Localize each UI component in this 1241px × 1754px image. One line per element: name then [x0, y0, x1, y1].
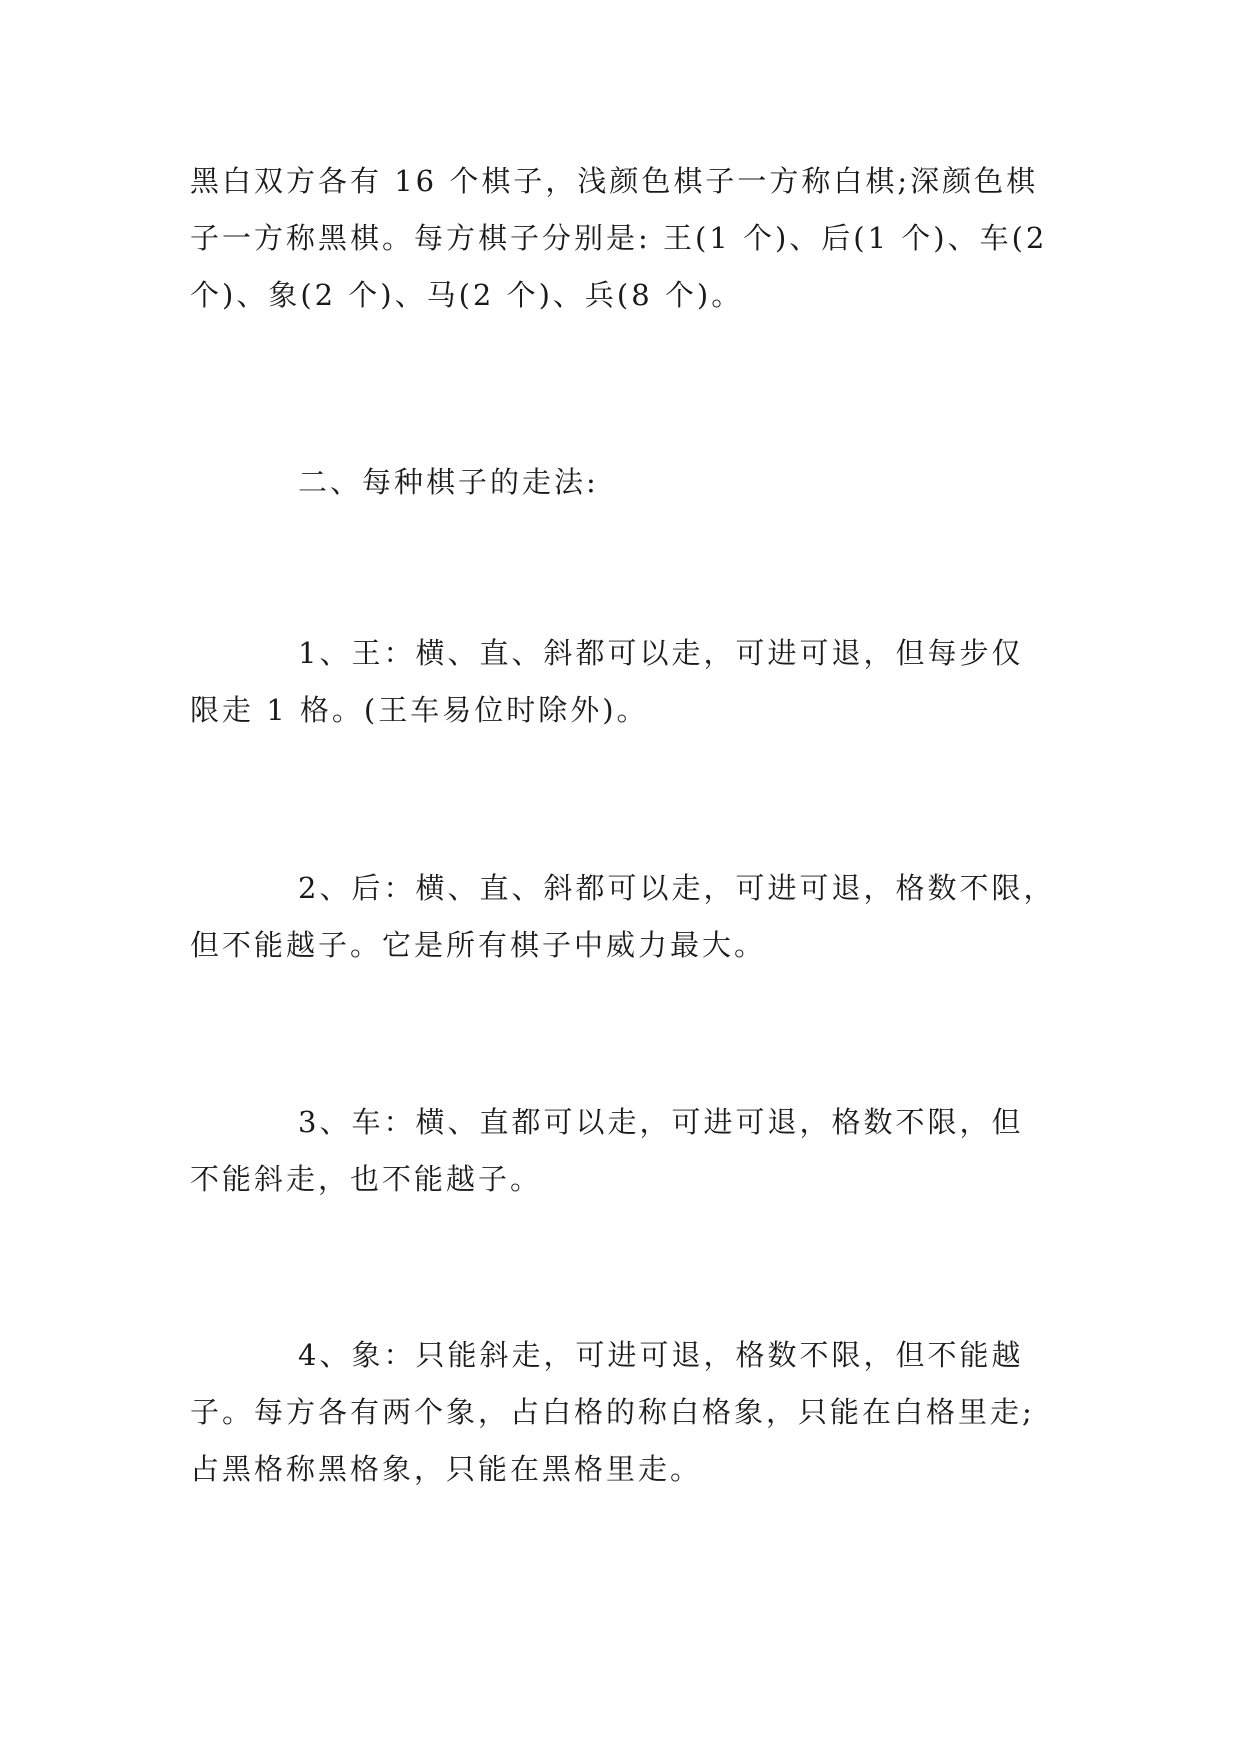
text-line: 3、车：横、直都可以走，可进可退，格数不限，但 — [298, 1105, 1024, 1139]
paragraph-bishop — [190, 1327, 1050, 1498]
heading-line: 二、每种棋子的走法: — [298, 465, 599, 499]
text-line: 黑白双方各有 16 个棋子，浅颜色棋子一方称白棋;深颜色棋 — [190, 164, 1039, 198]
paragraph-queen — [190, 860, 1056, 974]
text-line: 限走 1 格。(王车易位时除外)。 — [190, 693, 649, 727]
text-line: 子。每方各有两个象，占白格的称白格象，只能在白格里走; — [190, 1395, 1035, 1429]
text-line: 但不能越子。它是所有棋子中威力最大。 — [190, 928, 767, 962]
text-line: 子一方称黑棋。每方棋子分别是: 王(1 个)、后(1 个)、车(2 — [190, 221, 1048, 255]
text-line: 4、象：只能斜走，可进可退，格数不限，但不能越 — [298, 1338, 1024, 1372]
text-line: 1、王：横、直、斜都可以走，可进可退，但每步仅 — [298, 636, 1024, 670]
section-heading-moves — [190, 454, 1050, 511]
text-line: 占黑格称黑格象，只能在黑格里走。 — [190, 1452, 703, 1486]
text-line: 个)、象(2 个)、马(2 个)、兵(8 个)。 — [190, 278, 744, 312]
paragraph-king — [190, 625, 1050, 739]
paragraph-rook — [190, 1094, 1050, 1208]
paragraph-pieces-intro — [190, 153, 1050, 324]
text-line: 2、后：横、直、斜都可以走，可进可退，格数不限， — [298, 871, 1056, 905]
text-line: 不能斜走，也不能越子。 — [190, 1162, 543, 1196]
